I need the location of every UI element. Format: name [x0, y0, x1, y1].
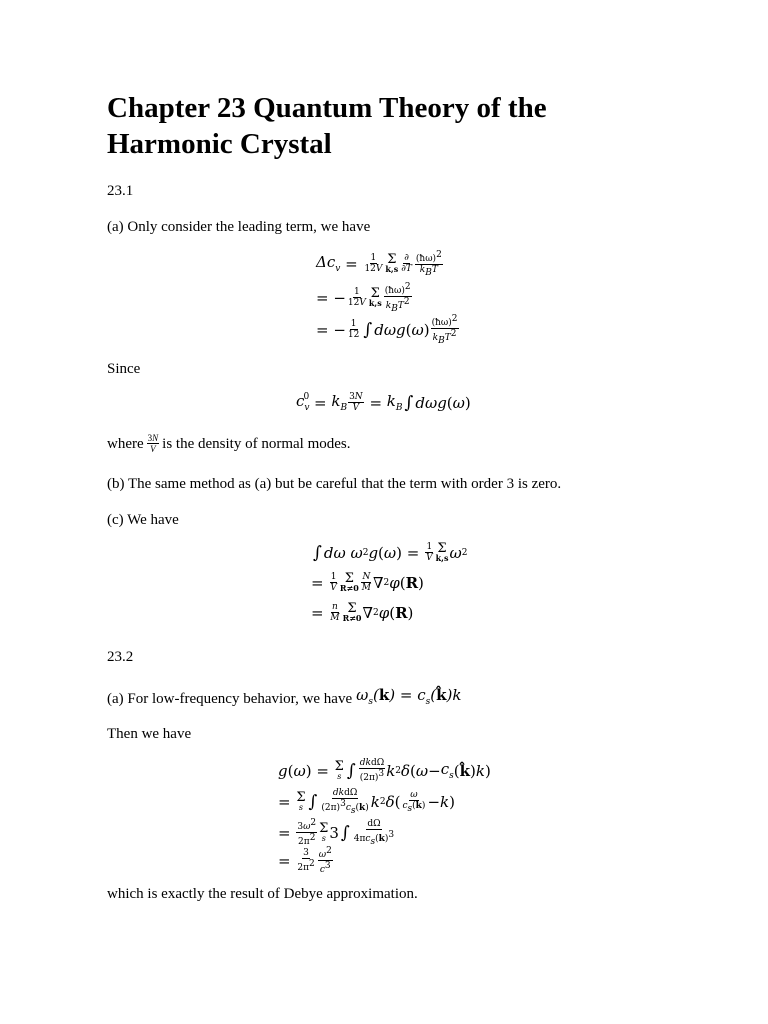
part-c-text: (c) We have	[107, 512, 179, 528]
equation-delta-cv: $\Delta c_v$ = $\frac{1}{12V}$ Σ k,s $\frac{\partial}{\partial T}$ $\frac{(ħ\omega)^2}{k_BT}$ = − $\frac{1}{12V}$ Σ k,s $\frac{(ħ\omega)^2}{k_BT^2}$ = − $\frac{1}{12}$ ∫ dωg ( ω ) $\frac{(ħ\omega)^2}{k_BT^2}$	[316, 250, 458, 346]
conclusion-text: which is exactly the result of Debye approximation.	[107, 886, 418, 902]
part-a-text: (a) Only consider the leading term, we have	[107, 219, 371, 235]
where-post: is the density of normal modes.	[162, 435, 351, 452]
equation-g-omega: g ( ω ) = Σ s ∫ $\frac{\text{dkdΩ}}{(2\pi)^3}$ k 2 δ ( ω − $c_s$ ( k̂ ) k ) = Σ s ∫ $\frac{\text{dkdΩ}}{(2\pi)^3c_s(k)}$ k 2 δ ( $\frac{\omega}{c_s(k)}$ − k ) = $\frac{3\omega^2}{2\pi^2}$ Σ s 3 ∫ $\frac{d\Omega}{4\pi c_s(k)^3}$ = $\frac{3}{2\pi^2}$ $\frac{\omega^2}{c^3}$	[278, 758, 491, 875]
since-text: Since	[107, 361, 141, 377]
section-heading-23-2: 23.2	[107, 649, 134, 665]
where-line	[107, 433, 350, 454]
dispersion-relation: $\omega_s(k)$ = $c_s(k̂)k$	[356, 686, 462, 707]
low-frequency-line	[107, 686, 461, 711]
chapter-title: Chapter 23 Quantum Theory of the Harmonic Crystal	[107, 92, 547, 160]
part-b-text: (b) The same method as (a) but be careful that the term with order 3 is zero.	[107, 476, 562, 492]
where-pre: where	[107, 435, 144, 452]
density-fraction: $\frac{3N}{V}$	[147, 433, 159, 454]
equation-cv0: $c_v$ 0 = $k_B$ $\frac{3N}{V}$ = $k_B$ ∫ dωg ( ω )	[296, 391, 471, 413]
equation-omega-squared: ∫ dω ω 2 g ( ω ) = $\frac{1}{V}$ Σ k,s ω 2 = $\frac{1}{V}$ Σ R≠0 $\frac{N}{M}$ ∇ 2 φ ( R ) = $\frac{n}{M}$ Σ R≠0 ∇ 2 φ ( R )	[311, 540, 468, 623]
low-frequency-text: (a) For low-frequency behavior, we have	[107, 690, 353, 707]
then-text: Then we have	[107, 726, 192, 742]
section-heading-23-1: 23.1	[107, 183, 134, 199]
